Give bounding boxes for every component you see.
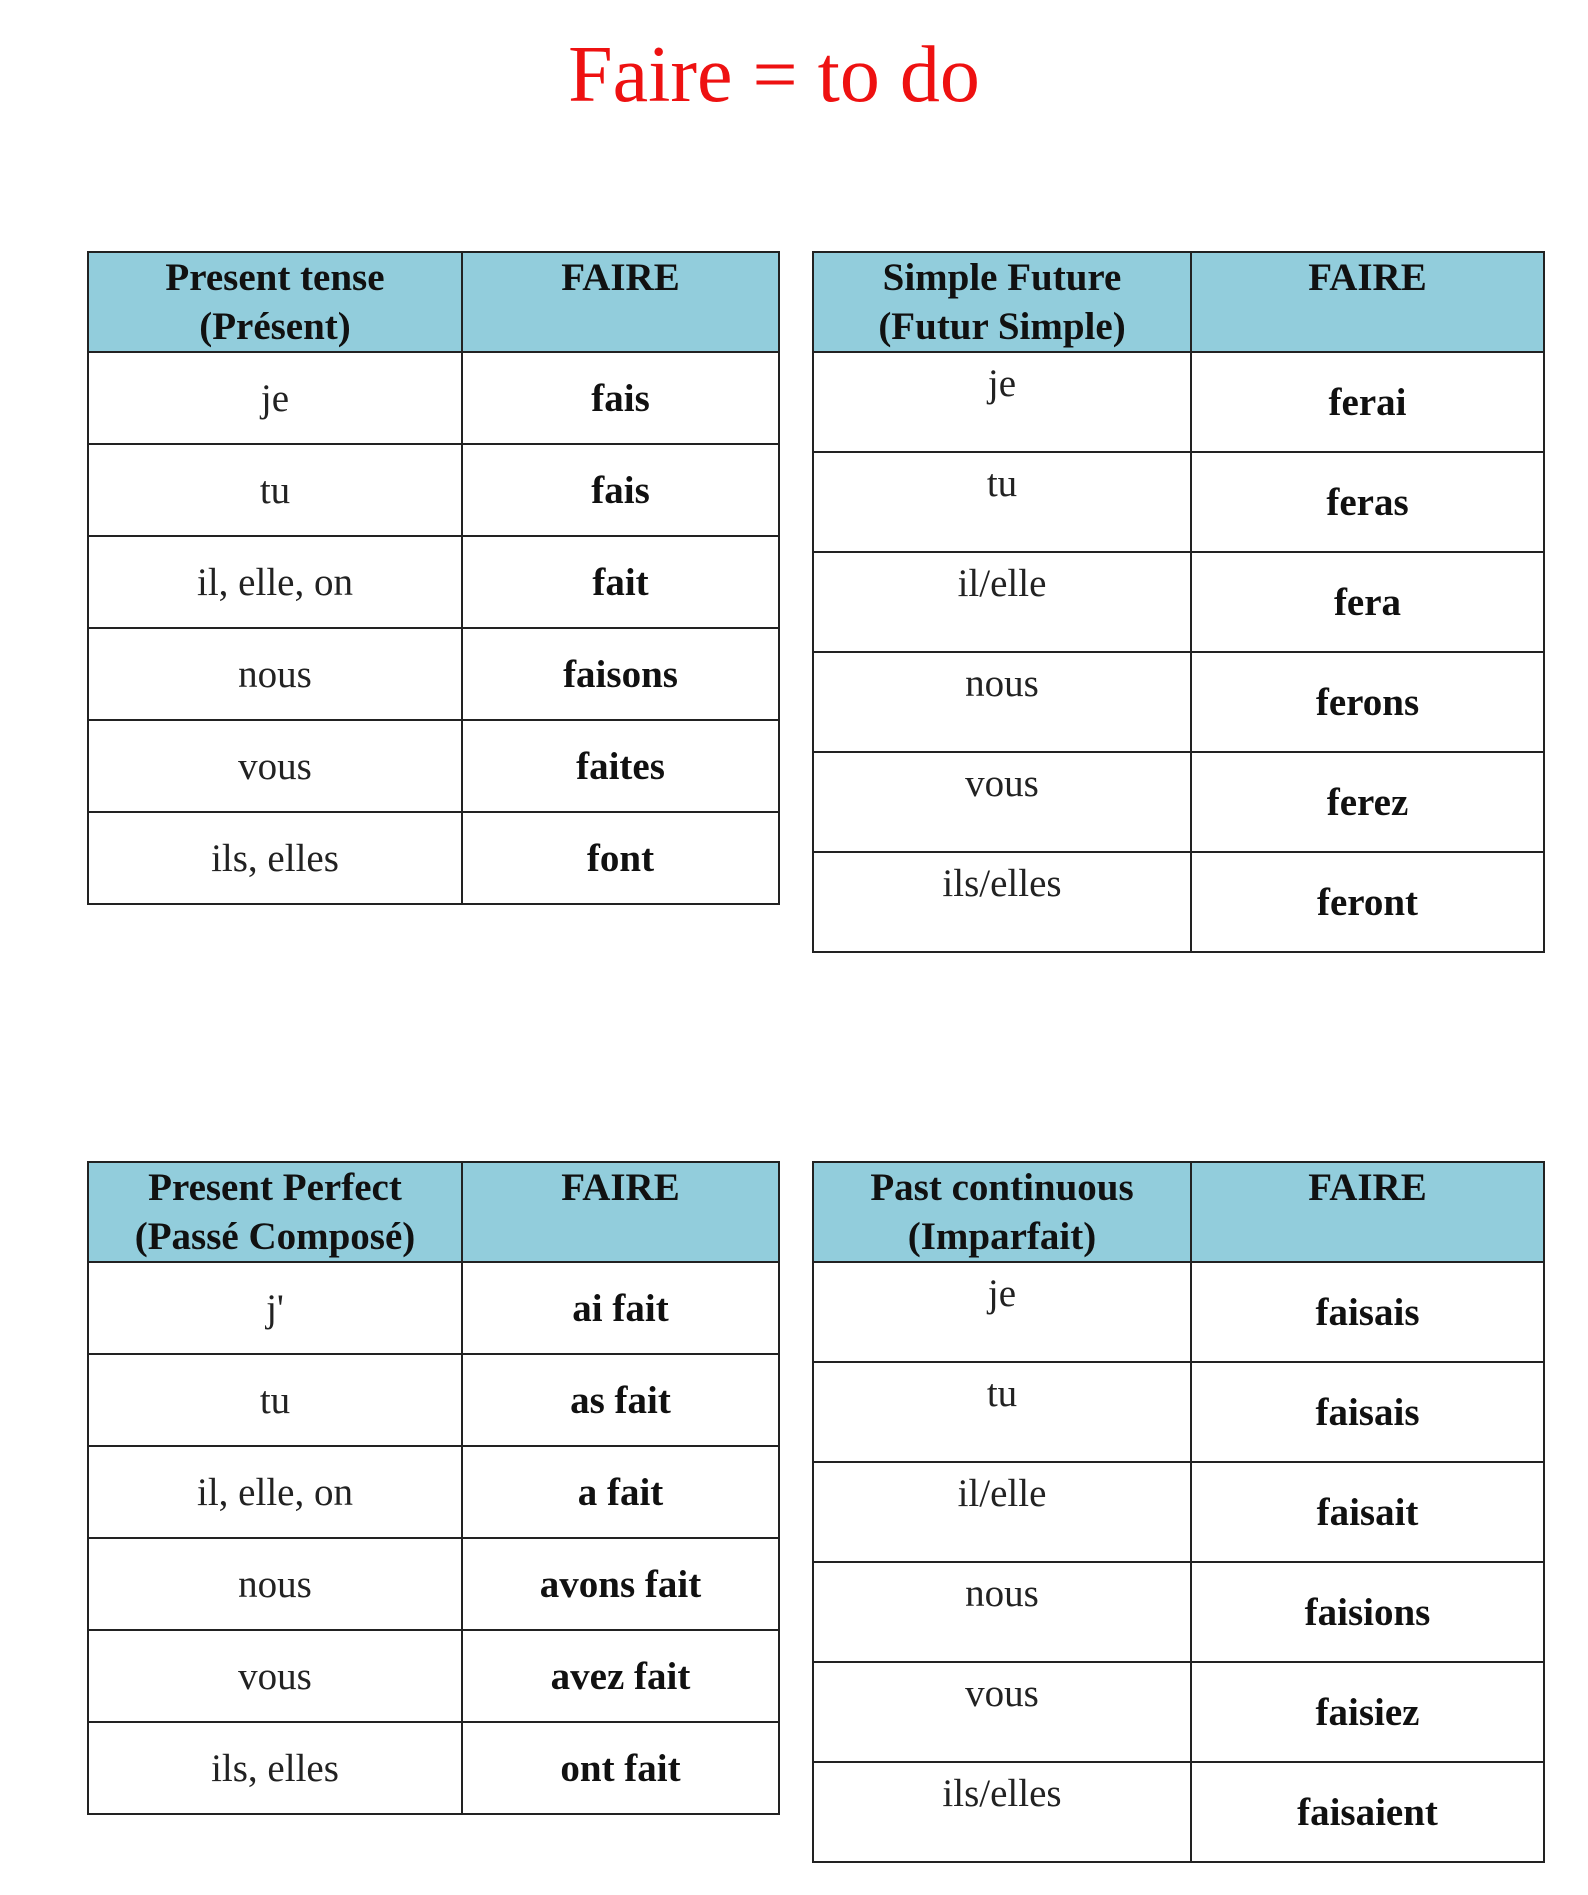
table-row — [88, 1354, 779, 1446]
table-row — [813, 1762, 1544, 1862]
verb-header: FAIRE — [1191, 1162, 1544, 1262]
tense-name: Past continuous — [870, 1166, 1134, 1209]
pronoun-cell: tu — [88, 444, 462, 536]
page-title: Faire = to do — [568, 31, 980, 119]
verb-form-cell: ferez — [1191, 752, 1544, 852]
tense-french-name: (Passé Composé) — [134, 1215, 416, 1258]
verb-form-cell: feras — [1191, 452, 1544, 552]
table-header-row — [88, 252, 779, 352]
verb-form-cell: ai fait — [462, 1262, 779, 1354]
table-row — [88, 1446, 779, 1538]
table-row — [813, 352, 1544, 452]
tense-name: Present Perfect — [148, 1166, 402, 1209]
present-tense-table — [87, 251, 780, 905]
verb-form-cell: font — [462, 812, 779, 904]
verb-form-cell: faisais — [1191, 1262, 1544, 1362]
pronoun-cell: j' — [88, 1262, 462, 1354]
pronoun-cell: nous — [813, 1562, 1191, 1662]
tense-french-name: (Futur Simple) — [878, 305, 1126, 348]
pronoun-cell: vous — [88, 720, 462, 812]
pronoun-cell: tu — [813, 452, 1191, 552]
table-header-row — [813, 252, 1544, 352]
verb-form-cell: faisait — [1191, 1462, 1544, 1562]
table-row — [813, 1462, 1544, 1562]
pronoun-cell: il, elle, on — [88, 536, 462, 628]
tense-french-name: (Présent) — [199, 305, 351, 348]
tense-header — [813, 1162, 1191, 1262]
verb-form-cell: a fait — [462, 1446, 779, 1538]
pronoun-cell: vous — [813, 1662, 1191, 1762]
tense-header — [88, 1162, 462, 1262]
table-row — [88, 628, 779, 720]
verb-form-cell: fera — [1191, 552, 1544, 652]
verb-form-cell: fais — [462, 444, 779, 536]
table-row — [813, 1362, 1544, 1462]
verb-form-cell: faisiez — [1191, 1662, 1544, 1762]
table-row — [813, 1562, 1544, 1662]
table-row — [813, 752, 1544, 852]
table-row — [813, 452, 1544, 552]
pronoun-cell: nous — [88, 1538, 462, 1630]
table-header-row — [88, 1162, 779, 1262]
pronoun-cell: ils, elles — [88, 812, 462, 904]
pronoun-cell: ils, elles — [88, 1722, 462, 1814]
verb-form-cell: faisaient — [1191, 1762, 1544, 1862]
pronoun-cell: tu — [88, 1354, 462, 1446]
tense-header — [88, 252, 462, 352]
table-row — [88, 1722, 779, 1814]
verb-form-cell: ferai — [1191, 352, 1544, 452]
pronoun-cell: il/elle — [813, 1462, 1191, 1562]
verb-header: FAIRE — [462, 1162, 779, 1262]
past-continuous-table — [812, 1161, 1545, 1863]
table-row — [813, 652, 1544, 752]
pronoun-cell: vous — [813, 752, 1191, 852]
verb-form-cell: as fait — [462, 1354, 779, 1446]
pronoun-cell: il, elle, on — [88, 1446, 462, 1538]
pronoun-cell: ils/elles — [813, 852, 1191, 952]
table-row — [88, 720, 779, 812]
verb-form-cell: feront — [1191, 852, 1544, 952]
verb-form-cell: avez fait — [462, 1630, 779, 1722]
pronoun-cell: tu — [813, 1362, 1191, 1462]
tense-name: Simple Future — [882, 256, 1122, 299]
table-row — [88, 1262, 779, 1354]
pronoun-cell: je — [88, 352, 462, 444]
verb-form-cell: ont fait — [462, 1722, 779, 1814]
verb-form-cell: fait — [462, 536, 779, 628]
table-row — [88, 444, 779, 536]
verb-form-cell: faisions — [1191, 1562, 1544, 1662]
table-row — [88, 352, 779, 444]
pronoun-cell: nous — [813, 652, 1191, 752]
verb-form-cell: avons fait — [462, 1538, 779, 1630]
verb-header: FAIRE — [1191, 252, 1544, 352]
pronoun-cell: je — [813, 352, 1191, 452]
tense-name: Present tense — [165, 256, 385, 299]
pronoun-cell: ils/elles — [813, 1762, 1191, 1862]
verb-form-cell: fais — [462, 352, 779, 444]
table-header-row — [813, 1162, 1544, 1262]
table-row — [813, 1262, 1544, 1362]
table-row — [88, 812, 779, 904]
table-row — [813, 852, 1544, 952]
table-row — [88, 1538, 779, 1630]
verb-form-cell: faisais — [1191, 1362, 1544, 1462]
table-row — [813, 552, 1544, 652]
pronoun-cell: vous — [88, 1630, 462, 1722]
pronoun-cell: il/elle — [813, 552, 1191, 652]
verb-header: FAIRE — [462, 252, 779, 352]
table-row — [88, 1630, 779, 1722]
pronoun-cell: je — [813, 1262, 1191, 1362]
verb-form-cell: faisons — [462, 628, 779, 720]
table-row — [88, 536, 779, 628]
simple-future-table — [812, 251, 1545, 953]
verb-form-cell: faites — [462, 720, 779, 812]
tense-french-name: (Imparfait) — [907, 1215, 1097, 1258]
verb-form-cell: ferons — [1191, 652, 1544, 752]
present-perfect-table — [87, 1161, 780, 1815]
table-row — [813, 1662, 1544, 1762]
pronoun-cell: nous — [88, 628, 462, 720]
tense-header — [813, 252, 1191, 352]
